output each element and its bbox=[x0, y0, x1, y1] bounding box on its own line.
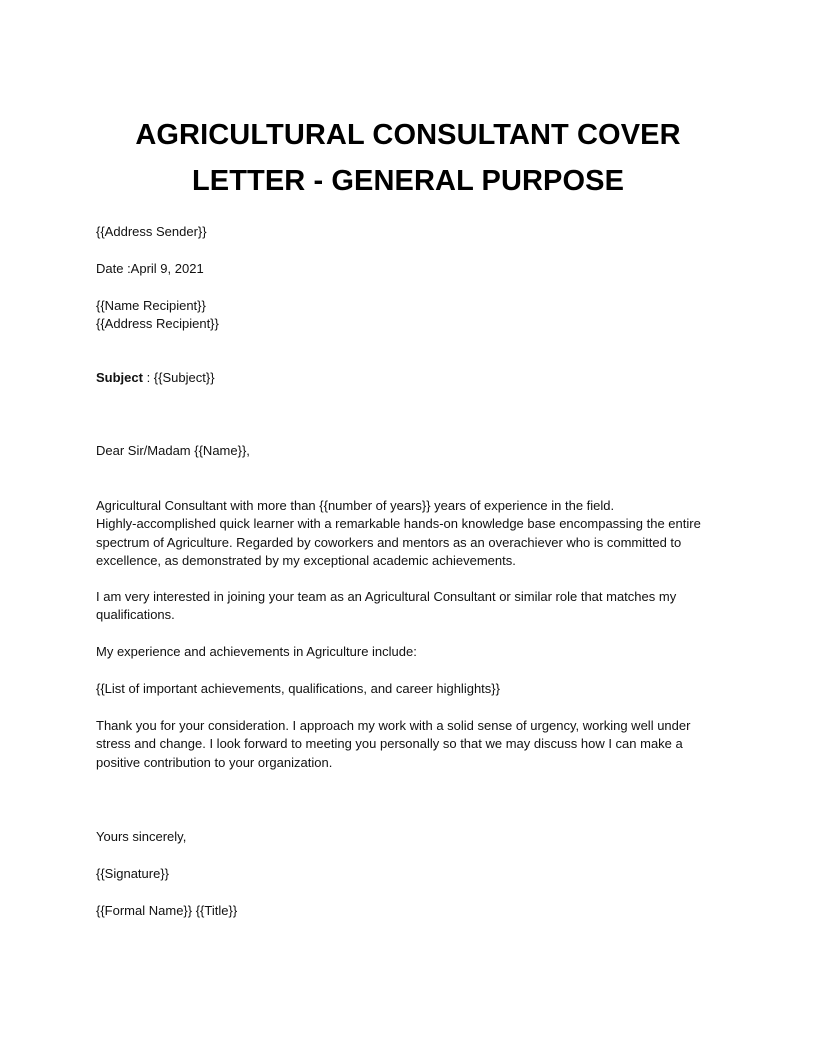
sender-address: {{Address Sender}} bbox=[96, 224, 207, 239]
subject-line bbox=[96, 369, 215, 387]
subject-label: Subject bbox=[96, 370, 143, 385]
body-paragraph-2-line: I am very interested in joining your team as an Agricultural Consultant or similar role that matches my bbox=[96, 589, 677, 604]
recipient-address: {{Address Recipient}} bbox=[96, 316, 219, 331]
signature-placeholder: {{Signature}} bbox=[96, 866, 170, 881]
sign-off: Yours sincerely, bbox=[96, 829, 187, 844]
body-paragraph-5-line: Thank you for your consideration. I approach my work with a solid sense of urgency, working well under bbox=[96, 718, 691, 733]
salutation: Dear Sir/Madam {{Name}}, bbox=[96, 443, 250, 458]
recipient-name: {{Name Recipient}} bbox=[96, 298, 206, 313]
body-paragraph-5-line: stress and change. I look forward to meeting you personally so that we may discuss how I can make a bbox=[96, 736, 683, 752]
achievements-placeholder: {{List of important achievements, qualifications, and career highlights}} bbox=[96, 681, 500, 696]
body-paragraph-1-line: Agricultural Consultant with more than {{number of years}} years of experience in the field. bbox=[96, 498, 615, 513]
title-line-1: AGRICULTURAL CONSULTANT COVER bbox=[135, 119, 681, 151]
formal-name-title: {{Formal Name}} {{Title}} bbox=[96, 903, 238, 918]
body-paragraph-5-line: positive contribution to your organization. bbox=[96, 754, 333, 770]
body-paragraph-1-line: spectrum of Agriculture. Regarded by coworkers and mentors as an overachiever who is committed to bbox=[96, 534, 682, 550]
body-paragraph-5 bbox=[96, 717, 736, 772]
body-paragraph-1-line: Highly-accomplished quick learner with a remarkable hands-on knowledge base encompassing the entire bbox=[96, 516, 701, 532]
body-paragraph-3: My experience and achievements in Agriculture include: bbox=[96, 644, 417, 659]
subject-value: : {{Subject}} bbox=[142, 370, 215, 385]
letter-date: Date :April 9, 2021 bbox=[96, 261, 204, 276]
title-line-2: LETTER - GENERAL PURPOSE bbox=[191, 165, 625, 197]
body-paragraph-2 bbox=[96, 588, 736, 625]
body-paragraph-1-line: excellence, as demonstrated by my exceptional academic achievements. bbox=[96, 552, 516, 568]
body-paragraph-1 bbox=[96, 497, 736, 570]
body-paragraph-2-line: qualifications. bbox=[96, 607, 175, 623]
page-title bbox=[60, 112, 756, 204]
